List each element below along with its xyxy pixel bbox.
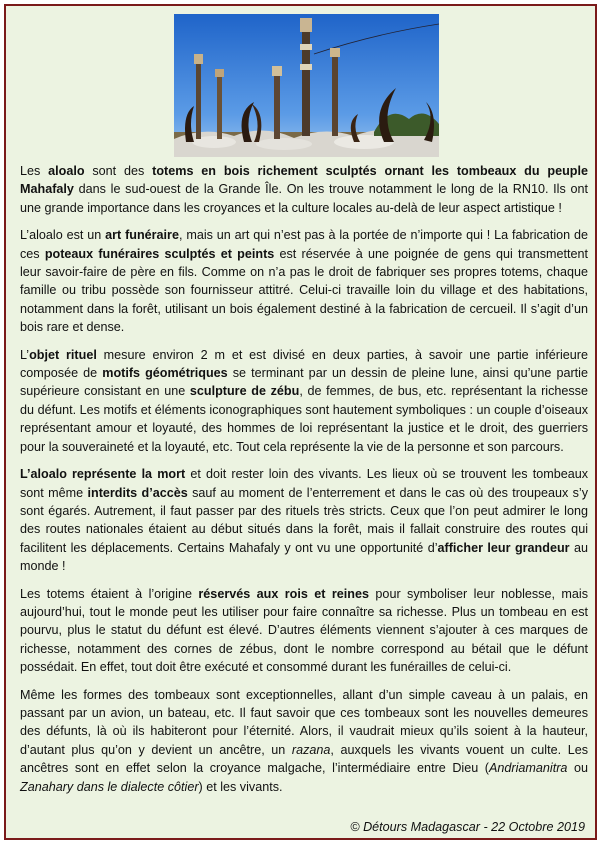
text-run: ou — [567, 761, 589, 776]
bold-run: interdits d’accès — [87, 485, 188, 500]
article-body — [20, 162, 588, 805]
bold-run: réservés aux rois et reines — [198, 586, 370, 601]
text-run: et doit rester loin des vivants. Les lieux où se trouvent les tombeaux sont même — [20, 467, 589, 500]
bold-run: afficher leur grandeur — [437, 540, 570, 555]
paragraph-6 — [20, 686, 588, 796]
paragraph-4 — [20, 465, 588, 575]
italic-run: Andriamanitra — [489, 761, 568, 776]
text-run: , auxquels les vivants vouent un culte. Les ancêtres sont en effet selon la croyance malgache, l’intermédiaire entre Dieu ( — [20, 742, 588, 776]
bold-run: aloalo — [48, 164, 85, 178]
bold-run: sculpture de zébu — [189, 384, 300, 399]
credit-line: © Détours Madagascar - 22 Octobre 2019 — [350, 820, 585, 834]
bold-run: totems en bois richement sculptés ornant les tombeaux du peuple Mahafaly — [20, 164, 588, 197]
bold-run: objet rituel — [29, 347, 97, 362]
text-run: sont des — [84, 164, 153, 178]
text-run: dans le sud-ouest de la Grande Île. On les trouve notamment le long de la RN10. Ils ont une grande importance dans les croyances et la culture locales au-delà de leur aspect artistique ! — [20, 182, 588, 215]
text-run: L’ — [20, 347, 30, 362]
bold-run: art funéraire — [105, 228, 179, 243]
paragraph-1 — [20, 162, 588, 217]
text-run: se terminant par un dessin de pleine lune, ainsi qu’une partie supérieure consistant en une — [20, 366, 588, 399]
text-run: , mais un art qui n’est pas à la portée de n’importe qui ! La fabrication de ces — [20, 228, 588, 261]
bold-run: L’aloalo représente la mort — [20, 467, 186, 482]
photo-icon — [174, 14, 439, 157]
article-frame — [4, 4, 597, 840]
text-run: sauf au moment de l’enterrement et dans le cas où des troupeaux s’y sont égarés. Autrement, il faut passer par des rituels très stricts. Ceux que l’on peut admirer le long des routes nationales étaient au début situés dans la forêt, mais il fallait construire des routes qui facilitent les déplacements. Certains Mahafaly y ont vu une opportunité d’ — [20, 485, 588, 555]
text-run: ) et les vivants. — [198, 779, 283, 794]
text-run: pour symboliser leur noblesse, mais aujourd’hui, tout le monde peut les utiliser pour faire connaître sa richesse. Plus un tombeau en est pourvu, plus le statut du défunt est élevé. D’autres éléments viennent s’ajouter à ces marques de richesse, notamment des cornes de zébus, dont le nombre correspond au bétail que le défunt possédait. En effet, tout doit être exécuté et consommé durant les funérailles de celui-ci. — [20, 586, 588, 675]
text-run: L’aloalo est un — [20, 228, 106, 243]
text-run: est réservée à une poignée de gens qui transmettent leur savoir-faire de père en fils. Comme on n’a pas le droit de fabriquer ses propres totems, chaque famille ou tribu possède son fournisseur attitré. Celui-ci travaille loin du village et des habitations, notamment dans la forêt, utilisant un bois également destiné à la fabrication de cercueil. Il s’agit d’un bois rare et dense. — [20, 246, 588, 335]
text-run: Les — [20, 164, 49, 178]
text-run: mesure environ 2 m et est divisé en deux parties, à savoir une partie inférieure composée de — [20, 347, 588, 381]
aloalo-totems-photo — [174, 14, 439, 157]
paragraph-3 — [20, 346, 588, 456]
text-run: au monde ! — [20, 540, 588, 574]
bold-run: motifs géométriques — [102, 366, 228, 381]
text-run: Les totems étaient à l’origine — [20, 586, 199, 601]
italic-run: Zanahary dans le dialecte côtier — [20, 779, 199, 794]
paragraph-2 — [20, 226, 588, 336]
italic-run: razana — [291, 742, 331, 757]
text-run: Même les formes des tombeaux sont exceptionnelles, allant d’un simple caveau à un palais, en passant par un avion, un bateau, etc. Il faut savoir que ces tombeaux sont les nouvelles demeures des défunts, là où ils habiteront pour l’éternité. Alors, il vaudrait mieux qu’ils soient à la hauteur, d’autant plus qu’on y devient un ancêtre, un — [20, 687, 588, 757]
paragraph-5 — [20, 585, 588, 677]
bold-run: poteaux funéraires sculptés et peints — [44, 246, 275, 261]
text-run: , de femmes, de bus, etc. représentant la richesse du défunt. Les motifs et éléments iconographiques sont hautement symboliques : un couple d’oiseaux représentant amour et loyauté, des hommes de loi représentant la justice et le droit, des guerriers pour la souveraineté et la loyauté, etc. Tout cela représente la vie de la personne et son parcours. — [20, 384, 588, 454]
